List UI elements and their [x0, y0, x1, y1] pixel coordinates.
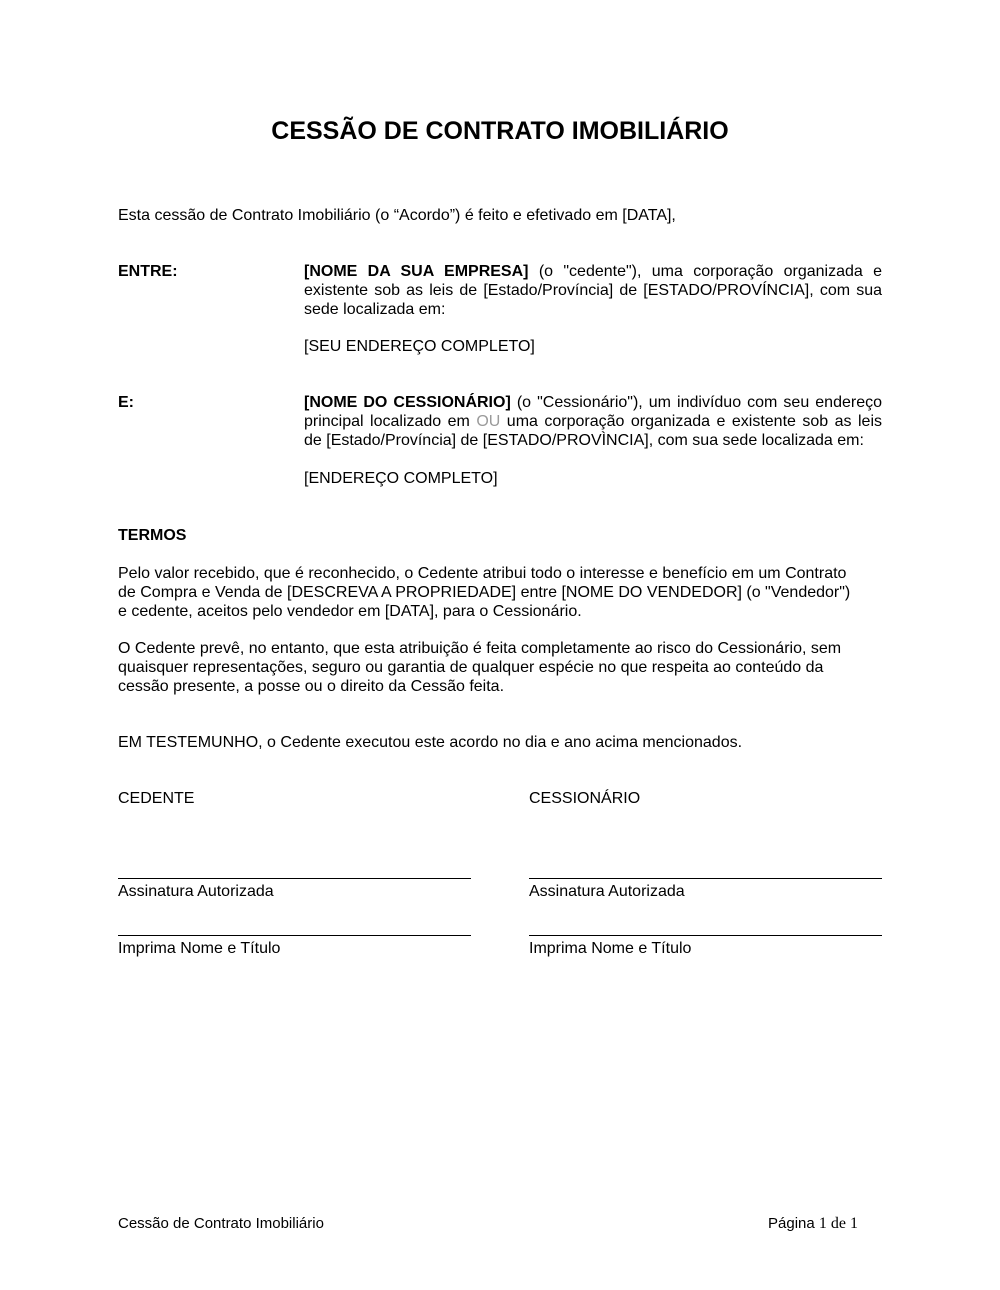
signature-party-cessionario: CESSIONÁRIO — [529, 790, 641, 807]
signature-label: Assinatura Autorizada — [118, 883, 274, 900]
print-name-line[interactable] — [529, 935, 882, 936]
intro-paragraph: Esta cessão de Contrato Imobiliário (o “Acordo”) é feito e efetivado em [DATA], — [118, 207, 676, 224]
party-line-1 — [304, 262, 882, 281]
signature-label: Assinatura Autorizada — [529, 883, 685, 900]
terms-paragraph-2 — [118, 639, 878, 696]
paragraph-line: quaisquer representações, seguro ou garantia de qualquer espécie no que respeita ao conteúdo da — [118, 659, 824, 676]
party-line-text: uma corporação organizada e existente sob as leis — [500, 413, 882, 430]
witness-statement: EM TESTEMUNHO, o Cedente executou este acordo no dia e ano acima mencionados. — [118, 734, 743, 751]
party-label-entre: ENTRE: — [118, 263, 178, 280]
document-title: CESSÃO DE CONTRATO IMOBILIÁRIO — [271, 117, 729, 145]
party-description-cessionario — [304, 393, 882, 450]
party-line-text: principal localizado em — [304, 413, 477, 430]
paragraph-line: de Compra e Venda de [DESCREVA A PROPRIEDADE] entre [NOME DO VENDEDOR] (o "Vendedor") — [118, 584, 851, 601]
party-line-text: (o "Cessionário"), um indivíduo com seu endereço — [510, 394, 882, 411]
party-address-cedente: [SEU ENDEREÇO COMPLETO] — [304, 338, 535, 355]
party-description-cedente — [304, 262, 882, 319]
party-line-2: existente sob as leis de [Estado/Província] de [ESTADO/PROVÍNCIA], com sua — [304, 282, 882, 299]
terms-paragraph-1 — [118, 564, 878, 621]
print-name-label: Imprima Nome e Título — [118, 940, 281, 957]
placeholder-ou: OU — [476, 413, 501, 430]
page-count: 1 de 1 — [818, 1215, 858, 1232]
party-name: [NOME DA SUA EMPRESA] — [304, 263, 529, 280]
party-line-3: de [Estado/Província] de [ESTADO/PROVÌNCIA], com sua sede localizada em: — [304, 432, 864, 449]
paragraph-line: O Cedente prevê, no entanto, que esta atribuição é feita completamente ao risco do Cessionário, sem — [118, 640, 842, 657]
print-name-label: Imprima Nome e Título — [529, 940, 692, 957]
signature-line[interactable] — [529, 878, 882, 879]
party-line-2 — [304, 412, 882, 431]
footer-page-number — [768, 1215, 858, 1233]
party-line-text: (o "cedente"), uma corporação organizada e — [528, 263, 882, 280]
paragraph-line: e cedente, aceitos pelo vendedor em [DATA], para o Cessionário. — [118, 603, 582, 620]
terms-heading: TERMOS — [118, 527, 187, 544]
party-line-3: sede localizada em: — [304, 301, 446, 318]
paragraph-line: cessão presente, a posse ou o direito da Cessão feita. — [118, 678, 505, 695]
page-word: Página — [768, 1215, 815, 1232]
party-address-cessionario: [ENDEREÇO COMPLETO] — [304, 470, 498, 487]
party-line-1 — [304, 393, 882, 412]
footer-document-name: Cessão de Contrato Imobiliário — [118, 1215, 324, 1232]
party-name: [NOME DO CESSIONÁRIO] — [304, 394, 511, 411]
party-label-e: E: — [118, 394, 134, 411]
signature-party-cedente: CEDENTE — [118, 790, 195, 807]
paragraph-line: Pelo valor recebido, que é reconhecido, o Cedente atribui todo o interesse e benefício em um Contrato — [118, 565, 847, 582]
print-name-line[interactable] — [118, 935, 471, 936]
signature-line[interactable] — [118, 878, 471, 879]
